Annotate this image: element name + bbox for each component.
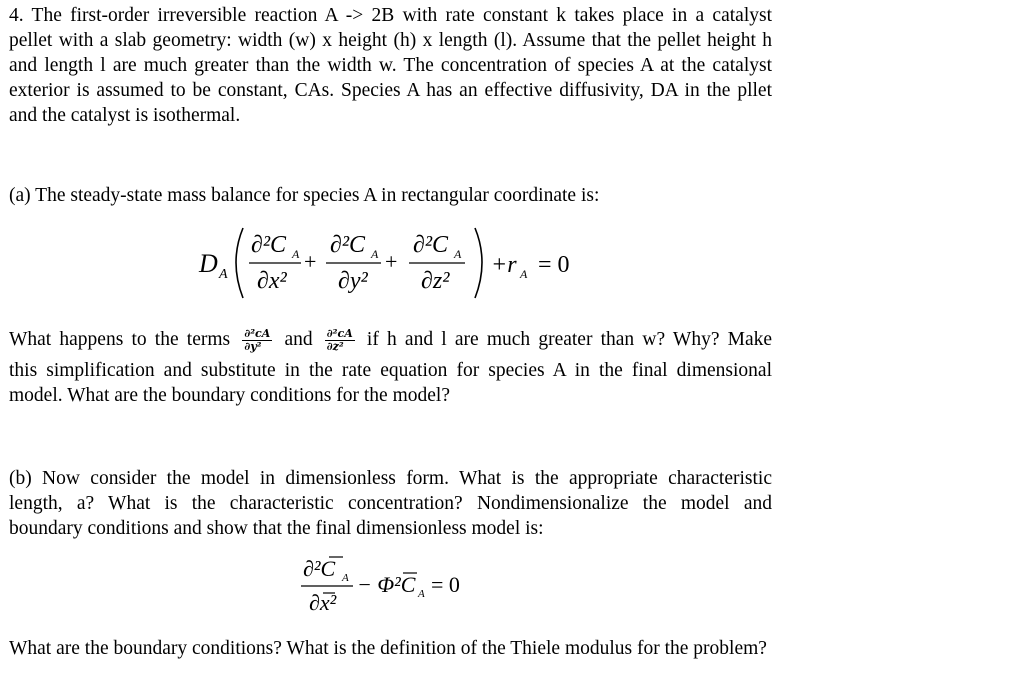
- part-a-heading-text: (a) The steady-state mass balance for species A in rectangular coordinate is:: [9, 185, 600, 206]
- diffusivity-subscript: A: [219, 267, 228, 282]
- dimensionless-equation-svg: [297, 550, 487, 616]
- part-a-heading: [9, 183, 772, 208]
- part-b-text: [9, 466, 772, 541]
- term-z-denominator: ∂z²: [421, 268, 450, 294]
- term-y-fraction-denominator: ∂y²: [244, 340, 262, 354]
- part-b-line: (b) Now consider the model in dimensionless form. What is the appropriate characteristic: [9, 468, 772, 489]
- question-prefix: What happens to the terms: [9, 329, 231, 350]
- question-line-2: this simplification and substitute in the rate equation for species A in the final dimensional: [9, 360, 772, 381]
- dimensionless-numerator: ∂²C: [303, 556, 336, 581]
- term-z-fraction: [325, 328, 355, 353]
- term-y-subscript: A: [371, 247, 379, 261]
- question-suffix: if h and l are much greater than w? Why? Make: [366, 329, 773, 350]
- intro-line: and length l are much greater than the width w. The concentration of species A at the catalyst: [9, 55, 772, 76]
- mass-balance-equation: [195, 222, 595, 309]
- term-z-fraction-denominator: ∂z²: [326, 340, 344, 354]
- dimensionless-equation: [297, 550, 487, 621]
- question-line-1: [9, 322, 772, 358]
- final-question: [9, 636, 1019, 661]
- left-paren: [236, 228, 243, 298]
- intro-line: exterior is assumed to be constant, CAs. Species A has an effective diffusivity, DA in the pllet: [9, 80, 772, 101]
- intro-line: and the catalyst is isothermal.: [9, 105, 241, 126]
- thiele-subscript: A: [418, 588, 425, 600]
- right-paren: [475, 228, 482, 298]
- term-y-fraction: [242, 328, 272, 353]
- term-y-denominator: ∂y²: [338, 268, 368, 294]
- intro-line: pellet with a slab geometry: width (w) x height (h) x length (l). Assume that the pellet height h: [9, 30, 772, 51]
- mass-balance-equation-svg: [195, 222, 595, 304]
- intro-line: 4. The first-order irreversible reaction A -> 2B with rate constant k takes place in a catalyst: [9, 5, 772, 26]
- term-z-numerator: ∂²C: [413, 232, 449, 258]
- question-line-3: model. What are the boundary conditions for the model?: [9, 385, 450, 406]
- and-word: and: [284, 329, 313, 350]
- part-a-question: [9, 322, 772, 408]
- dimensionless-equals-zero: = 0: [431, 572, 460, 597]
- final-question-text: What are the boundary conditions? What is the definition of the Thiele modulus for the problem?: [9, 638, 767, 659]
- dimensionless-numerator-subscript: A: [342, 572, 349, 584]
- part-b-line: length, a? What is the characteristic concentration? Nondimensionalize the model and: [9, 493, 772, 514]
- rate-term: +r: [491, 252, 517, 278]
- part-b-line: boundary conditions and show that the final dimensionless model is:: [9, 518, 544, 539]
- rate-subscript: A: [520, 267, 528, 281]
- dimensionless-denominator: ∂x²: [309, 590, 337, 615]
- plus-sign: +: [385, 249, 398, 274]
- term-x-denominator: ∂x²: [257, 268, 287, 294]
- diffusivity-symbol: D: [199, 249, 218, 278]
- term-x-numerator: ∂²C: [251, 232, 287, 258]
- thiele-term: − Φ²C: [357, 572, 416, 597]
- term-y-fraction-numerator: ∂²cA: [244, 327, 271, 341]
- problem-intro: [9, 3, 772, 128]
- term-z-subscript: A: [454, 247, 462, 261]
- plus-sign: +: [304, 249, 317, 274]
- equals-zero: = 0: [538, 252, 570, 278]
- term-z-fraction-numerator: ∂²cA: [326, 327, 353, 341]
- term-y-numerator: ∂²C: [330, 232, 366, 258]
- term-x-subscript: A: [292, 247, 300, 261]
